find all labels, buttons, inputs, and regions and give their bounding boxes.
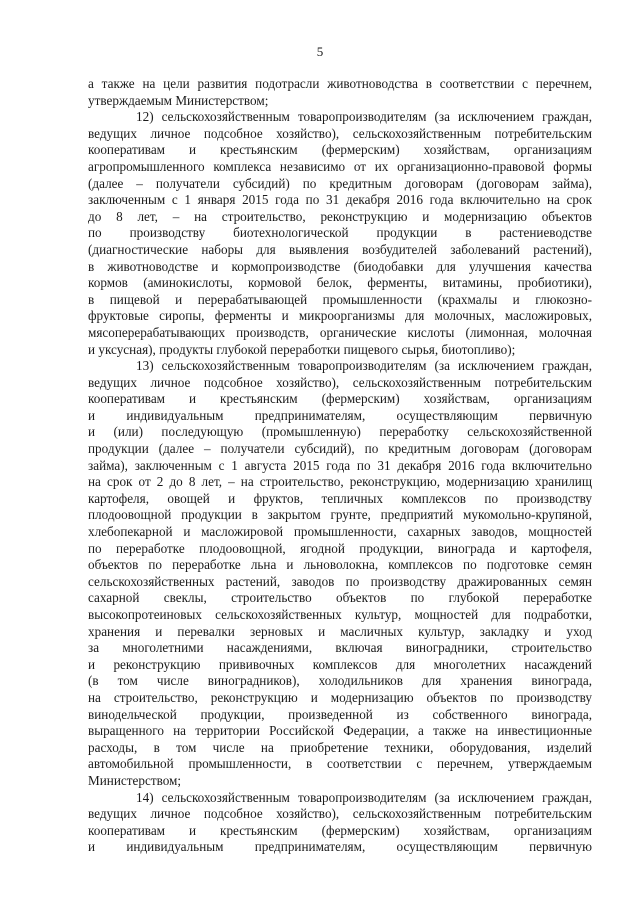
- text-line: кормов (аминокислоты, кормовой белок, ферменты, витамины, пробиотики),: [88, 275, 592, 291]
- text-line: высокопротеиновых сельскохозяйственных культур, мощностей для подработки,: [88, 607, 592, 622]
- text-line: выращенного на территории Российской Федерации, а также на инвестиционные: [88, 723, 592, 739]
- text-line: кооперативам и крестьянским (фермерским) хозяйствам, организациям: [88, 822, 592, 838]
- text-line: ведущих личное подсобное хозяйство), сельскохозяйственным потребительским: [88, 806, 592, 822]
- text-line: (в том числе виноградников), холодильников для хранения винограда,: [88, 673, 592, 689]
- text-line: в животноводстве и кормопроизводстве (биодобавки для улучшения качества: [88, 258, 592, 274]
- text-line: займа), заключенным с 1 августа 2015 года по 31 декабря 2016 года включительно: [88, 457, 592, 473]
- text-line: объектов по переработке льна и льноволокна, комплексов по подготовке семян: [88, 557, 592, 573]
- text-line: по производству биотехнологической продукции в растениеводстве: [88, 225, 592, 241]
- text-line: кооперативам и крестьянским (фермерским) хозяйствам, организациям: [88, 142, 592, 158]
- text-line: 12) сельскохозяйственным товаропроизводителям (за исключением граждан,: [136, 109, 592, 125]
- text-line: плодоовощной продукции в закрытом грунте, предприятий мукомольно-крупяной,: [88, 507, 592, 523]
- text-line: агропромышленного комплекса независимо от их организационно-правовой формы: [88, 158, 592, 174]
- text-line: на строительство, реконструкцию и модернизацию объектов по производству: [88, 689, 592, 705]
- text-line: 13) сельскохозяйственным товаропроизводителям (за исключением граждан,: [136, 358, 592, 374]
- text-line: утверждаемым Министерством;: [88, 92, 269, 108]
- text-line: сахарной свеклы, строительство объектов по глубокой переработке: [88, 590, 592, 606]
- text-line: (диагностические наборы для выявления возбудителей заболеваний растений),: [88, 241, 592, 257]
- text-line: (далее – получатели субсидий) по кредитным договорам (договорам займа),: [88, 175, 592, 191]
- text-line: по переработке плодоовощной, ягодной продукции, винограда и картофеля,: [88, 540, 592, 556]
- text-line: автомобильной промышленности, в соответствии с перечнем, утверждаемым: [88, 756, 592, 772]
- text-line: 14) сельскохозяйственным товаропроизводителям (за исключением граждан,: [136, 789, 592, 805]
- text-line: хлебопекарной и масложировой промышленности, сахарных заводов, мощностей: [88, 524, 592, 540]
- text-line: в пищевой и перерабатывающей промышленности (крахмалы и глюкозно-: [88, 291, 592, 307]
- text-line: заключенным с 1 января 2015 года по 31 декабря 2016 года включительно на срок: [88, 192, 592, 208]
- text-line: ведущих личное подсобное хозяйство), сельскохозяйственным потребительским: [88, 125, 592, 141]
- text-line: картофеля, овощей и фруктов, тепличных комплексов по производству: [88, 490, 592, 506]
- text-line: продукции (далее – получатели субсидий), по кредитным договорам (договорам: [88, 441, 592, 457]
- text-line: Министерством;: [88, 772, 182, 788]
- text-line: мясоперерабатывающих производств, органические кислоты (лимонная, молочная: [88, 324, 592, 340]
- text-line: расходы, в том числе на приобретение техники, оборудования, изделий: [88, 739, 592, 755]
- document-body: [88, 76, 592, 856]
- text-line: до 8 лет, – на строительство, реконструкцию и модернизацию объектов: [88, 208, 592, 224]
- text-line: и (или) последующую (промышленную) переработку сельскохозяйственной: [88, 424, 592, 440]
- text-line: и уксусная), продукты глубокой переработки пищевого сырья, биотопливо);: [88, 341, 516, 357]
- text-line: винодельческой продукции, произведенной из собственного винограда,: [88, 706, 592, 722]
- text-line: на срок от 2 до 8 лет, – на строительство, реконструкцию, модернизацию хранилищ: [88, 474, 592, 490]
- text-line: и индивидуальным предпринимателям, осуществляющим первичную: [88, 839, 592, 855]
- text-line: и индивидуальным предпринимателям, осуществляющим первичную: [88, 407, 592, 423]
- text-line: хранения и перевалки зерновых и масличных культур, закладку и уход: [88, 623, 592, 639]
- page-number: 5: [316, 44, 324, 59]
- text-line: ведущих личное подсобное хозяйство), сельскохозяйственным потребительским: [88, 374, 592, 390]
- text-line: сельскохозяйственных растений, заводов по производству дражированных семян: [88, 573, 592, 589]
- text-line: а также на цели развития подотрасли животноводства в соответствии с перечнем,: [88, 76, 592, 91]
- text-line: фруктовые сиропы, ферменты и микроорганизмы для молочных, масложировых,: [88, 308, 592, 324]
- text-line: кооперативам и крестьянским (фермерским) хозяйствам, организациям: [88, 391, 592, 407]
- text-line: за многолетними насаждениями, включая виноградники, строительство: [88, 640, 592, 656]
- text-line: и реконструкцию прививочных комплексов для многолетних насаждений: [88, 656, 592, 672]
